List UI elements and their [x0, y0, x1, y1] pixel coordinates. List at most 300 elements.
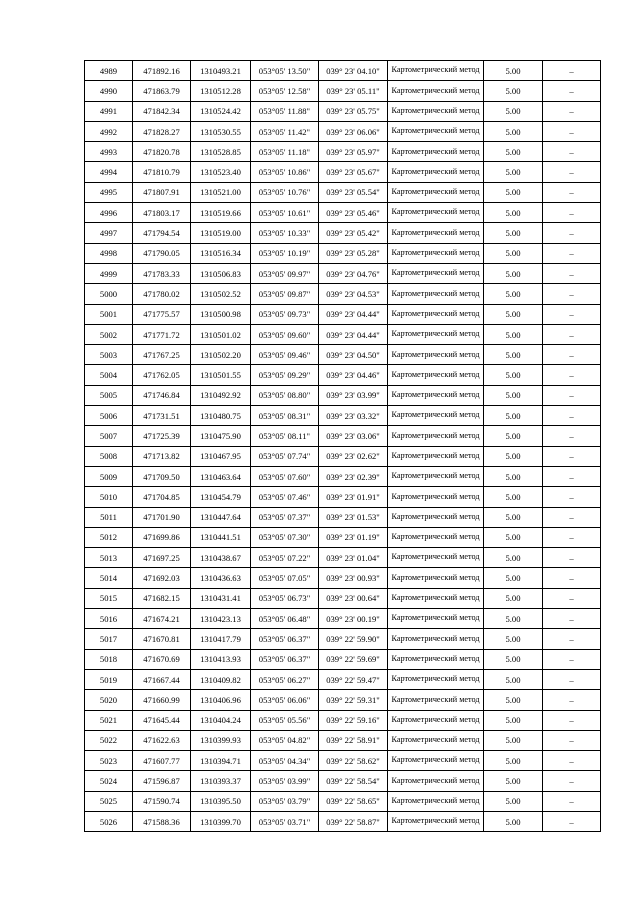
point-number-cell: 5023	[85, 751, 133, 771]
y-coordinate-cell: 1310409.82	[191, 669, 251, 689]
point-number-cell: 5004	[85, 365, 133, 385]
accuracy-cell: 5.00	[484, 263, 543, 283]
method-cell: Картометрический метод	[388, 304, 484, 324]
point-number-cell: 5003	[85, 345, 133, 365]
x-coordinate-cell: 471790.05	[133, 243, 191, 263]
point-number-cell: 5005	[85, 385, 133, 405]
note-cell: –	[543, 568, 601, 588]
x-coordinate-cell: 471810.79	[133, 162, 191, 182]
point-number-cell: 5014	[85, 568, 133, 588]
longitude-cell: 039° 23' 02.62"	[319, 446, 388, 466]
point-number-cell: 5007	[85, 426, 133, 446]
method-cell: Картометрический метод	[388, 751, 484, 771]
x-coordinate-cell: 471588.36	[133, 811, 191, 831]
point-number-cell: 5021	[85, 710, 133, 730]
accuracy-cell: 5.00	[484, 365, 543, 385]
longitude-cell: 039° 23' 04.10"	[319, 61, 388, 81]
method-cell: Картометрический метод	[388, 284, 484, 304]
accuracy-cell: 5.00	[484, 527, 543, 547]
table-row	[85, 730, 601, 750]
table-row	[85, 466, 601, 486]
y-coordinate-cell: 1310530.55	[191, 121, 251, 141]
longitude-cell: 039° 23' 05.46"	[319, 203, 388, 223]
point-number-cell: 5009	[85, 466, 133, 486]
note-cell: –	[543, 263, 601, 283]
x-coordinate-cell: 471803.17	[133, 203, 191, 223]
note-cell: –	[543, 304, 601, 324]
latitude-cell: 053°05' 09.46"	[251, 345, 319, 365]
accuracy-cell: 5.00	[484, 304, 543, 324]
note-cell: –	[543, 588, 601, 608]
note-cell: –	[543, 466, 601, 486]
y-coordinate-cell: 1310394.71	[191, 751, 251, 771]
table-row	[85, 609, 601, 629]
note-cell: –	[543, 142, 601, 162]
longitude-cell: 039° 23' 06.06"	[319, 121, 388, 141]
point-number-cell: 5015	[85, 588, 133, 608]
table-row	[85, 304, 601, 324]
method-cell: Картометрический метод	[388, 61, 484, 81]
accuracy-cell: 5.00	[484, 466, 543, 486]
y-coordinate-cell: 1310431.41	[191, 588, 251, 608]
note-cell: –	[543, 385, 601, 405]
note-cell: –	[543, 609, 601, 629]
y-coordinate-cell: 1310524.42	[191, 101, 251, 121]
latitude-cell: 053°05' 07.05"	[251, 568, 319, 588]
latitude-cell: 053°05' 04.34"	[251, 751, 319, 771]
method-cell: Картометрический метод	[388, 771, 484, 791]
latitude-cell: 053°05' 10.76"	[251, 182, 319, 202]
note-cell: –	[543, 730, 601, 750]
note-cell: –	[543, 345, 601, 365]
longitude-cell: 039° 23' 04.44"	[319, 324, 388, 344]
accuracy-cell: 5.00	[484, 649, 543, 669]
x-coordinate-cell: 471783.33	[133, 263, 191, 283]
coordinates-table	[84, 60, 601, 832]
table-row	[85, 345, 601, 365]
y-coordinate-cell: 1310506.83	[191, 263, 251, 283]
y-coordinate-cell: 1310395.50	[191, 791, 251, 811]
method-cell: Картометрический метод	[388, 811, 484, 831]
y-coordinate-cell: 1310480.75	[191, 406, 251, 426]
latitude-cell: 053°05' 08.80"	[251, 385, 319, 405]
longitude-cell: 039° 22' 59.31"	[319, 690, 388, 710]
x-coordinate-cell: 471701.90	[133, 507, 191, 527]
method-cell: Картометрический метод	[388, 263, 484, 283]
note-cell: –	[543, 365, 601, 385]
accuracy-cell: 5.00	[484, 791, 543, 811]
point-number-cell: 5026	[85, 811, 133, 831]
method-cell: Картометрический метод	[388, 690, 484, 710]
note-cell: –	[543, 284, 601, 304]
accuracy-cell: 5.00	[484, 142, 543, 162]
longitude-cell: 039° 23' 00.93"	[319, 568, 388, 588]
point-number-cell: 5011	[85, 507, 133, 527]
x-coordinate-cell: 471892.16	[133, 61, 191, 81]
longitude-cell: 039° 22' 59.69"	[319, 649, 388, 669]
longitude-cell: 039° 23' 04.46"	[319, 365, 388, 385]
x-coordinate-cell: 471660.99	[133, 690, 191, 710]
latitude-cell: 053°05' 06.06"	[251, 690, 319, 710]
x-coordinate-cell: 471682.15	[133, 588, 191, 608]
table-row	[85, 203, 601, 223]
y-coordinate-cell: 1310399.70	[191, 811, 251, 831]
x-coordinate-cell: 471590.74	[133, 791, 191, 811]
latitude-cell: 053°05' 09.73"	[251, 304, 319, 324]
accuracy-cell: 5.00	[484, 568, 543, 588]
accuracy-cell: 5.00	[484, 182, 543, 202]
longitude-cell: 039° 23' 05.97"	[319, 142, 388, 162]
y-coordinate-cell: 1310406.96	[191, 690, 251, 710]
longitude-cell: 039° 23' 01.19"	[319, 527, 388, 547]
point-number-cell: 4990	[85, 81, 133, 101]
latitude-cell: 053°05' 13.50"	[251, 61, 319, 81]
latitude-cell: 053°05' 09.87"	[251, 284, 319, 304]
table-row	[85, 385, 601, 405]
x-coordinate-cell: 471771.72	[133, 324, 191, 344]
latitude-cell: 053°05' 06.73"	[251, 588, 319, 608]
note-cell: –	[543, 182, 601, 202]
y-coordinate-cell: 1310438.67	[191, 548, 251, 568]
longitude-cell: 039° 23' 02.39"	[319, 466, 388, 486]
method-cell: Картометрический метод	[388, 710, 484, 730]
latitude-cell: 053°05' 06.37"	[251, 629, 319, 649]
latitude-cell: 053°05' 11.42"	[251, 121, 319, 141]
method-cell: Картометрический метод	[388, 629, 484, 649]
latitude-cell: 053°05' 03.79"	[251, 791, 319, 811]
x-coordinate-cell: 471762.05	[133, 365, 191, 385]
table-row	[85, 365, 601, 385]
table-row	[85, 811, 601, 831]
x-coordinate-cell: 471713.82	[133, 446, 191, 466]
longitude-cell: 039° 23' 01.91"	[319, 487, 388, 507]
x-coordinate-cell: 471704.85	[133, 487, 191, 507]
accuracy-cell: 5.00	[484, 61, 543, 81]
longitude-cell: 039° 23' 05.75"	[319, 101, 388, 121]
latitude-cell: 053°05' 05.56"	[251, 710, 319, 730]
method-cell: Картометрический метод	[388, 466, 484, 486]
method-cell: Картометрический метод	[388, 406, 484, 426]
point-number-cell: 5016	[85, 609, 133, 629]
longitude-cell: 039° 22' 59.47"	[319, 669, 388, 689]
latitude-cell: 053°05' 08.31"	[251, 406, 319, 426]
note-cell: –	[543, 162, 601, 182]
method-cell: Картометрический метод	[388, 223, 484, 243]
x-coordinate-cell: 471767.25	[133, 345, 191, 365]
note-cell: –	[543, 426, 601, 446]
accuracy-cell: 5.00	[484, 101, 543, 121]
x-coordinate-cell: 471692.03	[133, 568, 191, 588]
y-coordinate-cell: 1310436.63	[191, 568, 251, 588]
y-coordinate-cell: 1310521.00	[191, 182, 251, 202]
note-cell: –	[543, 243, 601, 263]
method-cell: Картометрический метод	[388, 243, 484, 263]
table-row	[85, 263, 601, 283]
method-cell: Картометрический метод	[388, 446, 484, 466]
table-row	[85, 142, 601, 162]
note-cell: –	[543, 548, 601, 568]
longitude-cell: 039° 23' 03.99"	[319, 385, 388, 405]
method-cell: Картометрический метод	[388, 507, 484, 527]
x-coordinate-cell: 471828.27	[133, 121, 191, 141]
table-body	[85, 61, 601, 832]
accuracy-cell: 5.00	[484, 446, 543, 466]
point-number-cell: 4993	[85, 142, 133, 162]
accuracy-cell: 5.00	[484, 669, 543, 689]
note-cell: –	[543, 487, 601, 507]
method-cell: Картометрический метод	[388, 527, 484, 547]
method-cell: Картометрический метод	[388, 365, 484, 385]
x-coordinate-cell: 471863.79	[133, 81, 191, 101]
longitude-cell: 039° 22' 59.16"	[319, 710, 388, 730]
method-cell: Картометрический метод	[388, 548, 484, 568]
y-coordinate-cell: 1310501.02	[191, 324, 251, 344]
latitude-cell: 053°05' 07.22"	[251, 548, 319, 568]
latitude-cell: 053°05' 07.30"	[251, 527, 319, 547]
accuracy-cell: 5.00	[484, 751, 543, 771]
table-row	[85, 690, 601, 710]
accuracy-cell: 5.00	[484, 507, 543, 527]
accuracy-cell: 5.00	[484, 690, 543, 710]
latitude-cell: 053°05' 11.88"	[251, 101, 319, 121]
latitude-cell: 053°05' 10.33"	[251, 223, 319, 243]
accuracy-cell: 5.00	[484, 588, 543, 608]
y-coordinate-cell: 1310454.79	[191, 487, 251, 507]
method-cell: Картометрический метод	[388, 609, 484, 629]
point-number-cell: 5000	[85, 284, 133, 304]
latitude-cell: 053°05' 06.48"	[251, 609, 319, 629]
x-coordinate-cell: 471645.44	[133, 710, 191, 730]
y-coordinate-cell: 1310417.79	[191, 629, 251, 649]
point-number-cell: 4996	[85, 203, 133, 223]
latitude-cell: 053°05' 07.37"	[251, 507, 319, 527]
x-coordinate-cell: 471780.02	[133, 284, 191, 304]
method-cell: Картометрический метод	[388, 345, 484, 365]
method-cell: Картометрический метод	[388, 121, 484, 141]
point-number-cell: 5024	[85, 771, 133, 791]
x-coordinate-cell: 471709.50	[133, 466, 191, 486]
method-cell: Картометрический метод	[388, 101, 484, 121]
x-coordinate-cell: 471794.54	[133, 223, 191, 243]
table-row	[85, 568, 601, 588]
table-row	[85, 284, 601, 304]
table-row	[85, 101, 601, 121]
accuracy-cell: 5.00	[484, 426, 543, 446]
table-row	[85, 751, 601, 771]
table-row	[85, 771, 601, 791]
point-number-cell: 5017	[85, 629, 133, 649]
note-cell: –	[543, 446, 601, 466]
latitude-cell: 053°05' 10.86"	[251, 162, 319, 182]
longitude-cell: 039° 23' 05.54"	[319, 182, 388, 202]
point-number-cell: 4989	[85, 61, 133, 81]
x-coordinate-cell: 471670.81	[133, 629, 191, 649]
x-coordinate-cell: 471622.63	[133, 730, 191, 750]
method-cell: Картометрический метод	[388, 142, 484, 162]
latitude-cell: 053°05' 11.18"	[251, 142, 319, 162]
table-row	[85, 243, 601, 263]
latitude-cell: 053°05' 08.11"	[251, 426, 319, 446]
method-cell: Картометрический метод	[388, 487, 484, 507]
note-cell: –	[543, 710, 601, 730]
note-cell: –	[543, 690, 601, 710]
longitude-cell: 039° 22' 58.54"	[319, 771, 388, 791]
method-cell: Картометрический метод	[388, 791, 484, 811]
latitude-cell: 053°05' 10.19"	[251, 243, 319, 263]
latitude-cell: 053°05' 07.74"	[251, 446, 319, 466]
longitude-cell: 039° 23' 05.42"	[319, 223, 388, 243]
longitude-cell: 039° 23' 01.04"	[319, 548, 388, 568]
note-cell: –	[543, 669, 601, 689]
latitude-cell: 053°05' 09.29"	[251, 365, 319, 385]
longitude-cell: 039° 22' 58.87"	[319, 811, 388, 831]
accuracy-cell: 5.00	[484, 730, 543, 750]
table-row	[85, 669, 601, 689]
accuracy-cell: 5.00	[484, 81, 543, 101]
table-row	[85, 426, 601, 446]
accuracy-cell: 5.00	[484, 203, 543, 223]
table-row	[85, 182, 601, 202]
accuracy-cell: 5.00	[484, 629, 543, 649]
table-row	[85, 629, 601, 649]
note-cell: –	[543, 61, 601, 81]
method-cell: Картометрический метод	[388, 385, 484, 405]
note-cell: –	[543, 751, 601, 771]
longitude-cell: 039° 22' 58.91"	[319, 730, 388, 750]
table-row	[85, 710, 601, 730]
table-row	[85, 548, 601, 568]
accuracy-cell: 5.00	[484, 223, 543, 243]
latitude-cell: 053°05' 10.61"	[251, 203, 319, 223]
accuracy-cell: 5.00	[484, 324, 543, 344]
y-coordinate-cell: 1310413.93	[191, 649, 251, 669]
method-cell: Картометрический метод	[388, 649, 484, 669]
y-coordinate-cell: 1310528.85	[191, 142, 251, 162]
point-number-cell: 4994	[85, 162, 133, 182]
longitude-cell: 039° 22' 59.90"	[319, 629, 388, 649]
note-cell: –	[543, 527, 601, 547]
note-cell: –	[543, 203, 601, 223]
point-number-cell: 5006	[85, 406, 133, 426]
latitude-cell: 053°05' 12.58"	[251, 81, 319, 101]
latitude-cell: 053°05' 06.27"	[251, 669, 319, 689]
point-number-cell: 4992	[85, 121, 133, 141]
x-coordinate-cell: 471699.86	[133, 527, 191, 547]
longitude-cell: 039° 22' 58.65"	[319, 791, 388, 811]
x-coordinate-cell: 471670.69	[133, 649, 191, 669]
method-cell: Картометрический метод	[388, 324, 484, 344]
table-row	[85, 527, 601, 547]
x-coordinate-cell: 471725.39	[133, 426, 191, 446]
point-number-cell: 5018	[85, 649, 133, 669]
accuracy-cell: 5.00	[484, 284, 543, 304]
method-cell: Картометрический метод	[388, 162, 484, 182]
accuracy-cell: 5.00	[484, 121, 543, 141]
note-cell: –	[543, 771, 601, 791]
table-row	[85, 791, 601, 811]
latitude-cell: 053°05' 06.37"	[251, 649, 319, 669]
accuracy-cell: 5.00	[484, 609, 543, 629]
x-coordinate-cell: 471775.57	[133, 304, 191, 324]
x-coordinate-cell: 471746.84	[133, 385, 191, 405]
y-coordinate-cell: 1310512.28	[191, 81, 251, 101]
latitude-cell: 053°05' 07.46"	[251, 487, 319, 507]
y-coordinate-cell: 1310447.64	[191, 507, 251, 527]
x-coordinate-cell: 471667.44	[133, 669, 191, 689]
point-number-cell: 5022	[85, 730, 133, 750]
y-coordinate-cell: 1310399.93	[191, 730, 251, 750]
note-cell: –	[543, 81, 601, 101]
y-coordinate-cell: 1310523.40	[191, 162, 251, 182]
note-cell: –	[543, 791, 601, 811]
note-cell: –	[543, 101, 601, 121]
accuracy-cell: 5.00	[484, 811, 543, 831]
x-coordinate-cell: 471820.78	[133, 142, 191, 162]
longitude-cell: 039° 23' 05.28"	[319, 243, 388, 263]
longitude-cell: 039° 22' 58.62"	[319, 751, 388, 771]
method-cell: Картометрический метод	[388, 203, 484, 223]
point-number-cell: 5013	[85, 548, 133, 568]
longitude-cell: 039° 23' 04.76"	[319, 263, 388, 283]
accuracy-cell: 5.00	[484, 406, 543, 426]
y-coordinate-cell: 1310404.24	[191, 710, 251, 730]
y-coordinate-cell: 1310519.00	[191, 223, 251, 243]
note-cell: –	[543, 121, 601, 141]
point-number-cell: 5010	[85, 487, 133, 507]
table-row	[85, 162, 601, 182]
note-cell: –	[543, 223, 601, 243]
longitude-cell: 039° 23' 05.67"	[319, 162, 388, 182]
longitude-cell: 039° 23' 04.53"	[319, 284, 388, 304]
method-cell: Картометрический метод	[388, 730, 484, 750]
y-coordinate-cell: 1310500.98	[191, 304, 251, 324]
y-coordinate-cell: 1310492.92	[191, 385, 251, 405]
method-cell: Картометрический метод	[388, 568, 484, 588]
note-cell: –	[543, 629, 601, 649]
longitude-cell: 039° 23' 05.11"	[319, 81, 388, 101]
y-coordinate-cell: 1310393.37	[191, 771, 251, 791]
method-cell: Картометрический метод	[388, 182, 484, 202]
note-cell: –	[543, 649, 601, 669]
y-coordinate-cell: 1310441.51	[191, 527, 251, 547]
point-number-cell: 4991	[85, 101, 133, 121]
accuracy-cell: 5.00	[484, 710, 543, 730]
method-cell: Картометрический метод	[388, 81, 484, 101]
point-number-cell: 5020	[85, 690, 133, 710]
longitude-cell: 039° 23' 03.32"	[319, 406, 388, 426]
accuracy-cell: 5.00	[484, 487, 543, 507]
latitude-cell: 053°05' 07.60"	[251, 466, 319, 486]
y-coordinate-cell: 1310423.13	[191, 609, 251, 629]
note-cell: –	[543, 811, 601, 831]
table-row	[85, 588, 601, 608]
point-number-cell: 4999	[85, 263, 133, 283]
point-number-cell: 5012	[85, 527, 133, 547]
accuracy-cell: 5.00	[484, 771, 543, 791]
table-row	[85, 507, 601, 527]
table-row	[85, 406, 601, 426]
x-coordinate-cell: 471607.77	[133, 751, 191, 771]
y-coordinate-cell: 1310501.55	[191, 365, 251, 385]
point-number-cell: 5002	[85, 324, 133, 344]
longitude-cell: 039° 23' 03.06"	[319, 426, 388, 446]
method-cell: Картометрический метод	[388, 588, 484, 608]
latitude-cell: 053°05' 09.60"	[251, 324, 319, 344]
x-coordinate-cell: 471674.21	[133, 609, 191, 629]
point-number-cell: 5008	[85, 446, 133, 466]
table-row	[85, 446, 601, 466]
point-number-cell: 4995	[85, 182, 133, 202]
